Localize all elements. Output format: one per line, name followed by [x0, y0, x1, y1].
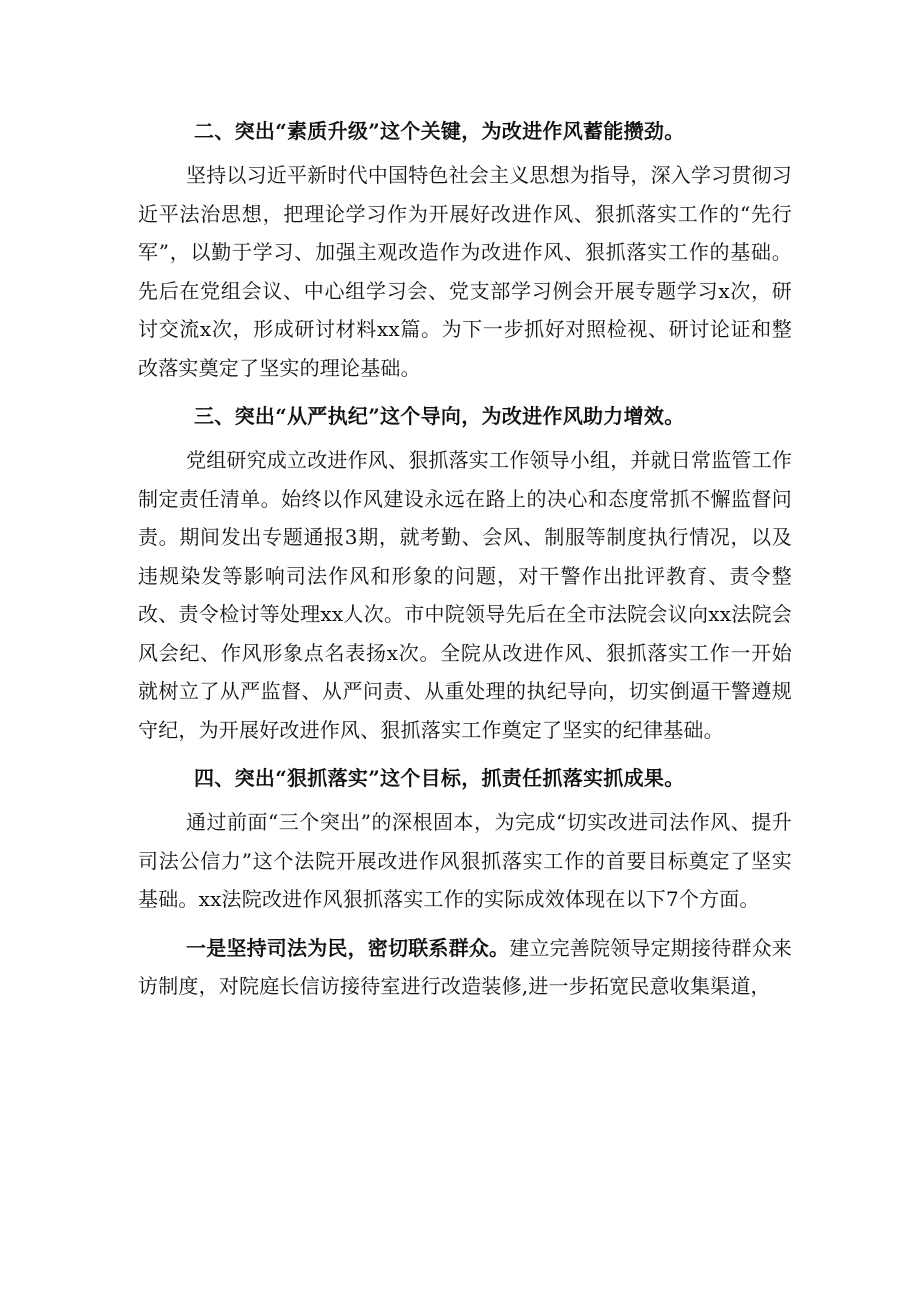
section-paragraph-2: 坚持以习近平新时代中国特色社会主义思想为指导，深入学习贯彻习近平法治思想，把理论学习作为开展好改进作风、狠抓落实工作的“先行军”，以勤于学习、加强主观改造作为改进作风、狠抓落实工作的基础。先后在党组会议、中心组学习会、党支部学习例会开展专题学习x次，研讨交流x次，形成研讨材料xx篇。为下一步抓好对照检视、研讨论证和整改落实奠定了坚实的理论基础。	[138, 163, 792, 380]
section-paragraph-4: 通过前面“三个突出”的深根固本，为完成“切实改进司法作风、提升司法公信力”这个法院开展改进作风狠抓落实工作的首要目标奠定了坚实基础。xx法院改进作风狠抓落实工作的实际成效体现在以下7个方面。	[138, 810, 792, 911]
list-item-1-text: 建立完善院领导定期接待群众来访制度，对院庭长信访接待室进行改造装修,进一步拓宽民意收集渠道，	[138, 935, 793, 998]
document-body	[138, 112, 792, 1006]
section-paragraph-3: 党组研究成立改进作风、狠抓落实工作领导小组，并就日常监管工作制定责任清单。始终以作风建设永远在路上的决心和态度常抓不懈监督问责。期间发出专题通报3期，就考勤、会风、制服等制度执行情况，以及违规染发等影响司法作风和形象的问题，对干警作出批评教育、责令整改、责令检讨等处理xx人次。市中院领导先后在全市法院会议向xx法院会风会纪、作风形象点名表扬x次。全院从改进作风、狠抓落实工作一开始就树立了从严监督、从严问责、从重处理的执纪导向，切实倒逼干警遵规守纪，为开展好改进作风、狠抓落实工作奠定了坚实的纪律基础。	[138, 448, 792, 742]
section-heading-3: 三、突出“从严执纪”这个导向，为改进作风助力增效。	[194, 404, 685, 428]
list-item-1	[138, 929, 792, 1006]
section-heading-4: 四、突出“狠抓落实”这个目标，抓责任抓落实抓成果。	[194, 766, 685, 790]
list-item-1-lead: 一是坚持司法为民，密切联系群众。	[186, 935, 510, 960]
section-heading-2: 二、突出“素质升级”这个关键，为改进作风蓄能攒劲。	[194, 119, 685, 143]
